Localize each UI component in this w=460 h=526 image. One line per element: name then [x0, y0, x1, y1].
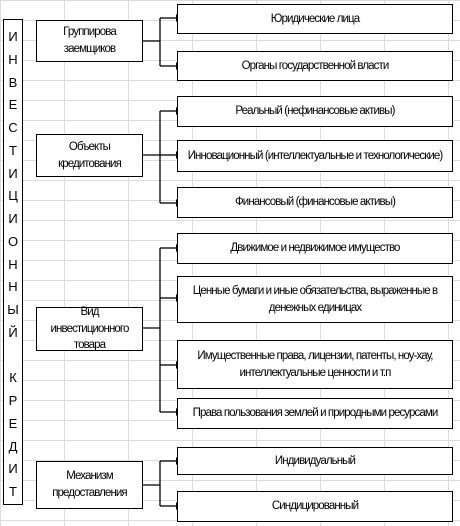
item-movable-property: Движимое и недвижимое имущество — [177, 233, 453, 264]
group-borrowers: Группирова заемщиков — [36, 20, 143, 62]
group-provision-mechanism: Механизм предоставления — [36, 461, 143, 509]
item-property-rights: Имущественные права, лицензии, патенты, ноу-хау, интеллектуальные ценности и т.п — [177, 340, 453, 389]
root-letter: И — [8, 211, 18, 226]
item-land-use-rights: Права пользования землей и природными ресурсами — [177, 398, 453, 429]
item-individual: Индивидуальный — [177, 447, 453, 475]
item-innovative: Инновационный (интеллектуальные и технологические) — [177, 140, 453, 172]
group-investment-goods: Вид инвестиционного товара — [36, 307, 143, 351]
root-letter: Р — [8, 393, 18, 408]
root-letter: Н — [8, 51, 18, 67]
item-syndicated: Синдицированный — [177, 491, 453, 522]
group-credit-objects: Объекты кредитования — [36, 134, 143, 177]
root-letter: И — [8, 165, 18, 181]
root-letter: Н — [8, 279, 18, 295]
root-letter: Д — [8, 438, 18, 454]
root-letter: И — [8, 461, 18, 477]
item-legal-entities: Юридические лица — [177, 4, 453, 34]
item-securities: Ценные бумаги и иные обязательства, выраженные в денежных единицах — [177, 276, 453, 323]
item-financial-assets: Финансовый (финансовые активы) — [177, 187, 453, 218]
root-letter: Ы — [7, 302, 19, 317]
root-letter: Е — [8, 415, 18, 431]
root-letter: С — [8, 120, 18, 135]
root-letter: О — [7, 233, 19, 249]
root-letter: Т — [9, 484, 17, 499]
root-letter: В — [8, 74, 18, 90]
root-letter: И — [8, 29, 18, 44]
root-letter: Е — [8, 97, 18, 113]
root-letter: Т — [9, 142, 17, 158]
item-real-assets: Реальный (нефинансовые активы) — [177, 96, 453, 127]
root-letter: Й — [8, 324, 18, 340]
item-state-authorities: Органы государственной власти — [177, 51, 453, 81]
root-letter: Ц — [8, 188, 18, 204]
root-letter: Н — [8, 256, 18, 272]
root-letter: К — [9, 370, 17, 386]
